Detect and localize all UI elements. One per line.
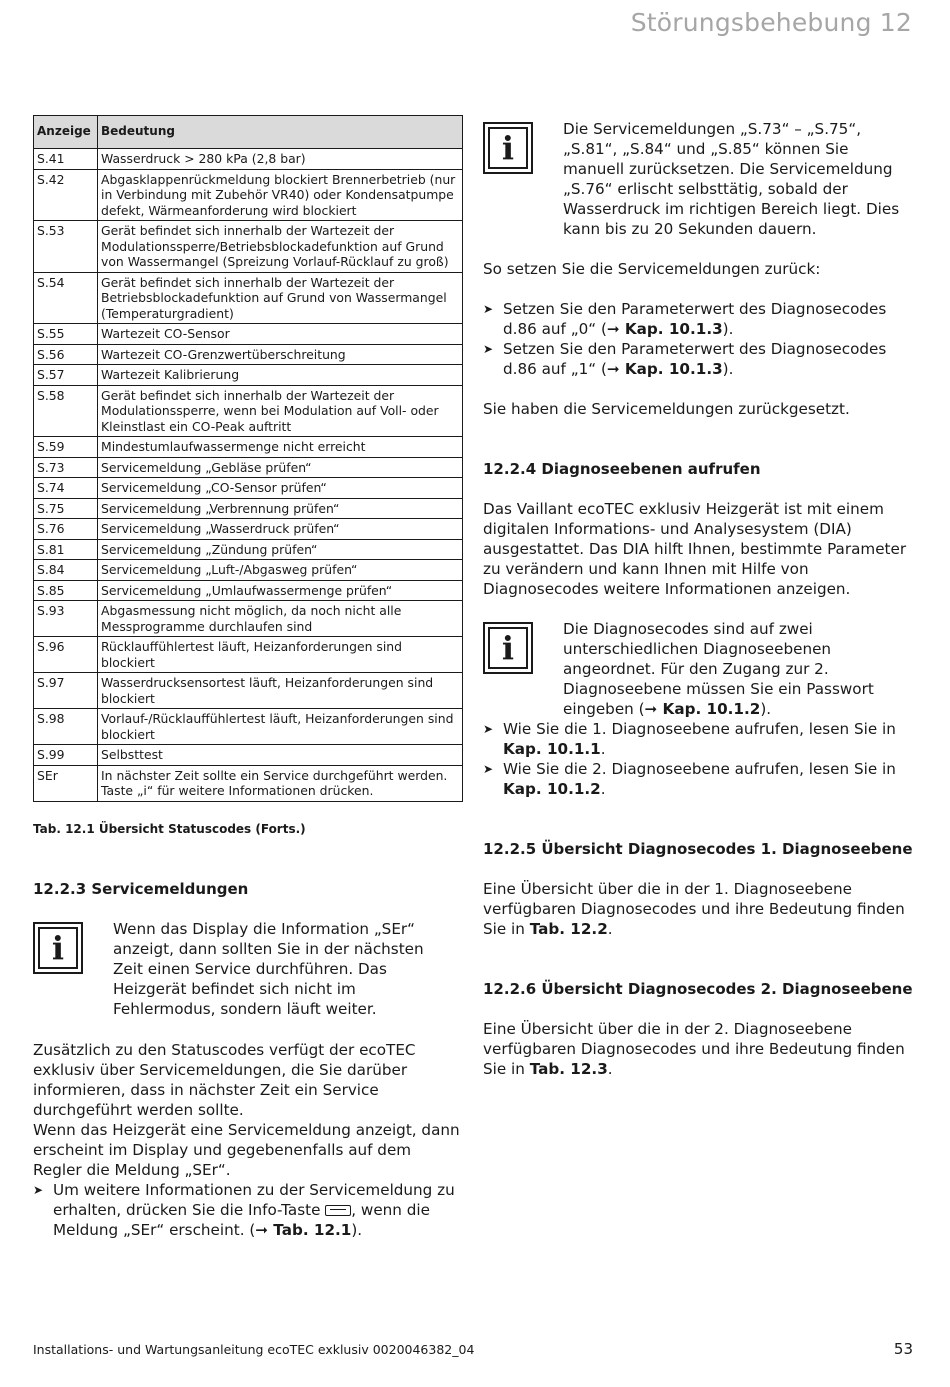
reference-link[interactable]: Kap. 10.1.2	[503, 780, 601, 798]
meaning-cell: Wasserdruck > 280 kPa (2,8 bar)	[98, 149, 463, 170]
list-item: ➤ Setzen Sie den Parameterwert des Diagnosecodes d.86 auf „1“ (➞ Kap. 10.1.3).	[483, 340, 887, 378]
status-codes-table	[33, 115, 463, 802]
status-code-cell: S.75	[34, 498, 98, 519]
table-row	[34, 385, 463, 437]
table-row	[34, 457, 463, 478]
meaning-cell: Mindestumlaufwassermenge nicht erreicht	[98, 437, 463, 458]
meaning-cell: Selbsttest	[98, 745, 463, 766]
column-header-anzeige: Anzeige	[34, 116, 98, 149]
meaning-cell: Servicemeldung „Wasserdruck prüfen“	[98, 519, 463, 540]
info-icon: i	[483, 122, 533, 174]
column-header-bedeutung: Bedeutung	[98, 116, 463, 149]
list-item: ➤ Wie Sie die 1. Diagnoseebene aufrufen, lesen Sie in Kap. 10.1.1.	[483, 720, 896, 758]
status-code-cell: S.99	[34, 745, 98, 766]
table-row	[34, 221, 463, 273]
meaning-cell: Wasserdrucksensortest läuft, Heizanforderungen sind blockiert	[98, 673, 463, 709]
table-row	[34, 580, 463, 601]
reference-link[interactable]: Tab. 12.2	[529, 920, 608, 938]
reset-section	[483, 259, 913, 419]
meaning-cell: Abgasklappenrückmeldung blockiert Brennerbetrieb (nur in Verbindung mit Zubehör VR40) oder Kondensatpumpe defekt, Wärmeanforderung wird blockiert	[98, 169, 463, 221]
table-header-row	[34, 116, 463, 149]
table-body	[34, 149, 463, 802]
arrow-bullet-icon: ➤	[33, 1183, 44, 1197]
meaning-cell: Wartezeit CO-Sensor	[98, 324, 463, 345]
footer-document-title: Installations- und Wartungsanleitung ecoTEC exklusiv 0020046382_04	[33, 1342, 475, 1357]
meaning-cell: Wartezeit Kalibrierung	[98, 365, 463, 386]
reference-link[interactable]: Kap. 10.1.1	[503, 740, 601, 758]
step-list	[33, 1180, 463, 1240]
status-code-cell: S.74	[34, 478, 98, 499]
status-code-cell: S.42	[34, 169, 98, 221]
info-key-icon	[325, 1205, 351, 1216]
meaning-cell: Servicemeldung „CO-Sensor prüfen“	[98, 478, 463, 499]
table-row	[34, 637, 463, 673]
meaning-cell: Gerät befindet sich innerhalb der Wartezeit der Modulationssperre, wenn bei Modulation auf Voll- oder Kleinstlast ein CO-Peak auftritt	[98, 385, 463, 437]
status-code-cell: S.41	[34, 149, 98, 170]
table-row	[34, 673, 463, 709]
table-row	[34, 601, 463, 637]
table-row	[34, 344, 463, 365]
meaning-cell: Abgasmessung nicht möglich, da noch nicht alle Messprogramme durchlaufen sind	[98, 601, 463, 637]
paragraph-servicemeldung-anzeige: Wenn das Heizgerät eine Servicemeldung anzeigt, dann erscheint im Display und gegebenenfalls auf dem Regler die Meldung „SEr“.	[33, 1121, 460, 1179]
meaning-cell: Rücklauffühlertest läuft, Heizanforderungen sind blockiert	[98, 637, 463, 673]
list-item: ➤ Um weitere Informationen zu der Servicemeldung zu erhalten, drücken Sie die Info-Taste , wenn die Meldung „SEr“ erscheint. (➞ Tab. 12.1).	[33, 1181, 455, 1239]
reference-link[interactable]: Tab. 12.3	[529, 1060, 608, 1078]
reset-intro: So setzen Sie die Servicemeldungen zurück:	[483, 260, 821, 278]
arrow-bullet-icon: ➤	[483, 302, 494, 316]
diagnose-step-list	[483, 719, 913, 799]
table-row	[34, 560, 463, 581]
arrow-bullet-icon: ➤	[483, 762, 494, 776]
paragraph-statuscodes: Zusätzlich zu den Statuscodes verfügt der ecoTEC exklusiv über Servicemeldungen, die Sie darüber informieren, dass in nächster Zeit ein Service durchgeführt werden sollte.	[33, 1041, 416, 1119]
reset-step-list	[483, 299, 913, 379]
status-code-cell: S.58	[34, 385, 98, 437]
table-row	[34, 169, 463, 221]
meaning-cell: Servicemeldung „Gebläse prüfen“	[98, 457, 463, 478]
status-code-cell: S.98	[34, 709, 98, 745]
info-icon: i	[483, 622, 533, 674]
section-heading-12-2-5: 12.2.5 Übersicht Diagnosecodes 1. Diagnoseebene	[483, 840, 913, 858]
reference-link[interactable]: ➞ Kap. 10.1.3	[606, 360, 723, 378]
table-row	[34, 539, 463, 560]
arrow-bullet-icon: ➤	[483, 342, 494, 356]
status-code-cell: S.59	[34, 437, 98, 458]
paragraph-dia: Das Vaillant ecoTEC exklusiv Heizgerät ist mit einem digitalen Informations- und Analysesystem (DIA) ausgestattet. Das DIA hilft Ihnen, bestimmte Parameter zu verändern und kann Ihnen mit Hilfe von Diagnosecodes weitere Informationen anzeigen.	[483, 500, 907, 598]
list-item: ➤ Setzen Sie den Parameterwert des Diagnosecodes d.86 auf „0“ (➞ Kap. 10.1.3).	[483, 300, 887, 338]
meaning-cell: Gerät befindet sich innerhalb der Wartezeit der Betriebsblockadefunktion auf Grund von Wassermangel (Temperaturgradient)	[98, 272, 463, 324]
meaning-cell: Wartezeit CO-Grenzwertüberschreitung	[98, 344, 463, 365]
table-row	[34, 478, 463, 499]
diagnose-steps	[483, 719, 913, 799]
info-note-diagnoseebenen: Die Diagnosecodes sind auf zwei unterschiedlichen Diagnoseebenen angeordnet. Für den Zugang zur 2. Diagnoseebene müssen Sie ein Passwort eingeben (➞ Kap. 10.1.2).	[563, 620, 874, 718]
table-row	[34, 709, 463, 745]
status-code-cell: S.96	[34, 637, 98, 673]
status-code-cell: S.93	[34, 601, 98, 637]
paragraph-diagnoseebene-1: Eine Übersicht über die in der 1. Diagnoseebene verfügbaren Diagnosecodes und ihre Bedeutung finden Sie in Tab. 12.2.	[483, 880, 905, 938]
list-item: ➤ Wie Sie die 2. Diagnoseebene aufrufen, lesen Sie in Kap. 10.1.2.	[483, 760, 896, 798]
table-row	[34, 765, 463, 801]
status-code-cell: S.73	[34, 457, 98, 478]
servicemeldungen-body	[33, 1040, 463, 1240]
status-code-cell: S.85	[34, 580, 98, 601]
reference-link[interactable]: ➞ Tab. 12.1	[255, 1221, 352, 1239]
status-code-cell: S.81	[34, 539, 98, 560]
info-note-reset: Die Servicemeldungen „S.73“ – „S.75“, „S.81“, „S.84“ und „S.85“ können Sie manuell zurücksetzen. Die Servicemeldung „S.76“ erlischt selbsttätig, sobald der Wasserdruck im richtigen Bereich liegt. Dies kann bis zu 20 Sekunden dauern.	[563, 120, 900, 238]
status-code-cell: S.97	[34, 673, 98, 709]
status-code-cell: S.56	[34, 344, 98, 365]
status-code-cell: S.84	[34, 560, 98, 581]
status-code-cell: S.54	[34, 272, 98, 324]
status-code-cell: S.53	[34, 221, 98, 273]
table-row	[34, 365, 463, 386]
status-code-cell: S.76	[34, 519, 98, 540]
meaning-cell: Servicemeldung „Umlaufwassermenge prüfen“	[98, 580, 463, 601]
info-note-ser: Wenn das Display die Information „SEr“ anzeigt, dann sollten Sie in der nächsten Zeit einen Service durchführen. Das Heizgerät befindet sich nicht im Fehlermodus, sondern läuft weiter.	[113, 920, 424, 1018]
section-heading-12-2-4: 12.2.4 Diagnoseebenen aufrufen	[483, 460, 761, 478]
reference-link[interactable]: ➞ Kap. 10.1.3	[606, 320, 723, 338]
table-row	[34, 149, 463, 170]
status-code-cell: SEr	[34, 765, 98, 801]
meaning-cell: Gerät befindet sich innerhalb der Wartezeit der Modulationssperre/Betriebsblockadefunktion auf Grund von Wassermangel (Spreizung Vorlauf-Rücklauf zu groß)	[98, 221, 463, 273]
table-row	[34, 519, 463, 540]
table-row	[34, 498, 463, 519]
meaning-cell: In nächster Zeit sollte ein Service durchgeführt werden. Taste „i“ für weitere Informationen drücken.	[98, 765, 463, 801]
table-row	[34, 324, 463, 345]
table-caption: Tab. 12.1 Übersicht Statuscodes (Forts.)	[33, 822, 306, 836]
section-heading-12-2-6: 12.2.6 Übersicht Diagnosecodes 2. Diagnoseebene	[483, 980, 913, 998]
arrow-bullet-icon: ➤	[483, 722, 494, 736]
status-code-cell: S.55	[34, 324, 98, 345]
reset-done: Sie haben die Servicemeldungen zurückgesetzt.	[483, 400, 850, 418]
page-number: 53	[893, 1340, 913, 1358]
paragraph-diagnoseebene-2: Eine Übersicht über die in der 2. Diagnoseebene verfügbaren Diagnosecodes und ihre Bedeutung finden Sie in Tab. 12.3.	[483, 1020, 905, 1078]
status-code-cell: S.57	[34, 365, 98, 386]
table-row	[34, 745, 463, 766]
section-heading-12-2-3: 12.2.3 Servicemeldungen	[33, 880, 249, 898]
meaning-cell: Servicemeldung „Luft-/Abgasweg prüfen“	[98, 560, 463, 581]
table-row	[34, 437, 463, 458]
info-icon: i	[33, 922, 83, 974]
meaning-cell: Servicemeldung „Zündung prüfen“	[98, 539, 463, 560]
meaning-cell: Servicemeldung „Verbrennung prüfen“	[98, 498, 463, 519]
table-row	[34, 272, 463, 324]
meaning-cell: Vorlauf-/Rücklauffühlertest läuft, Heizanforderungen sind blockiert	[98, 709, 463, 745]
reference-link[interactable]: ➞ Kap. 10.1.2	[644, 700, 761, 718]
chapter-title: Störungsbehebung 12	[630, 8, 912, 37]
